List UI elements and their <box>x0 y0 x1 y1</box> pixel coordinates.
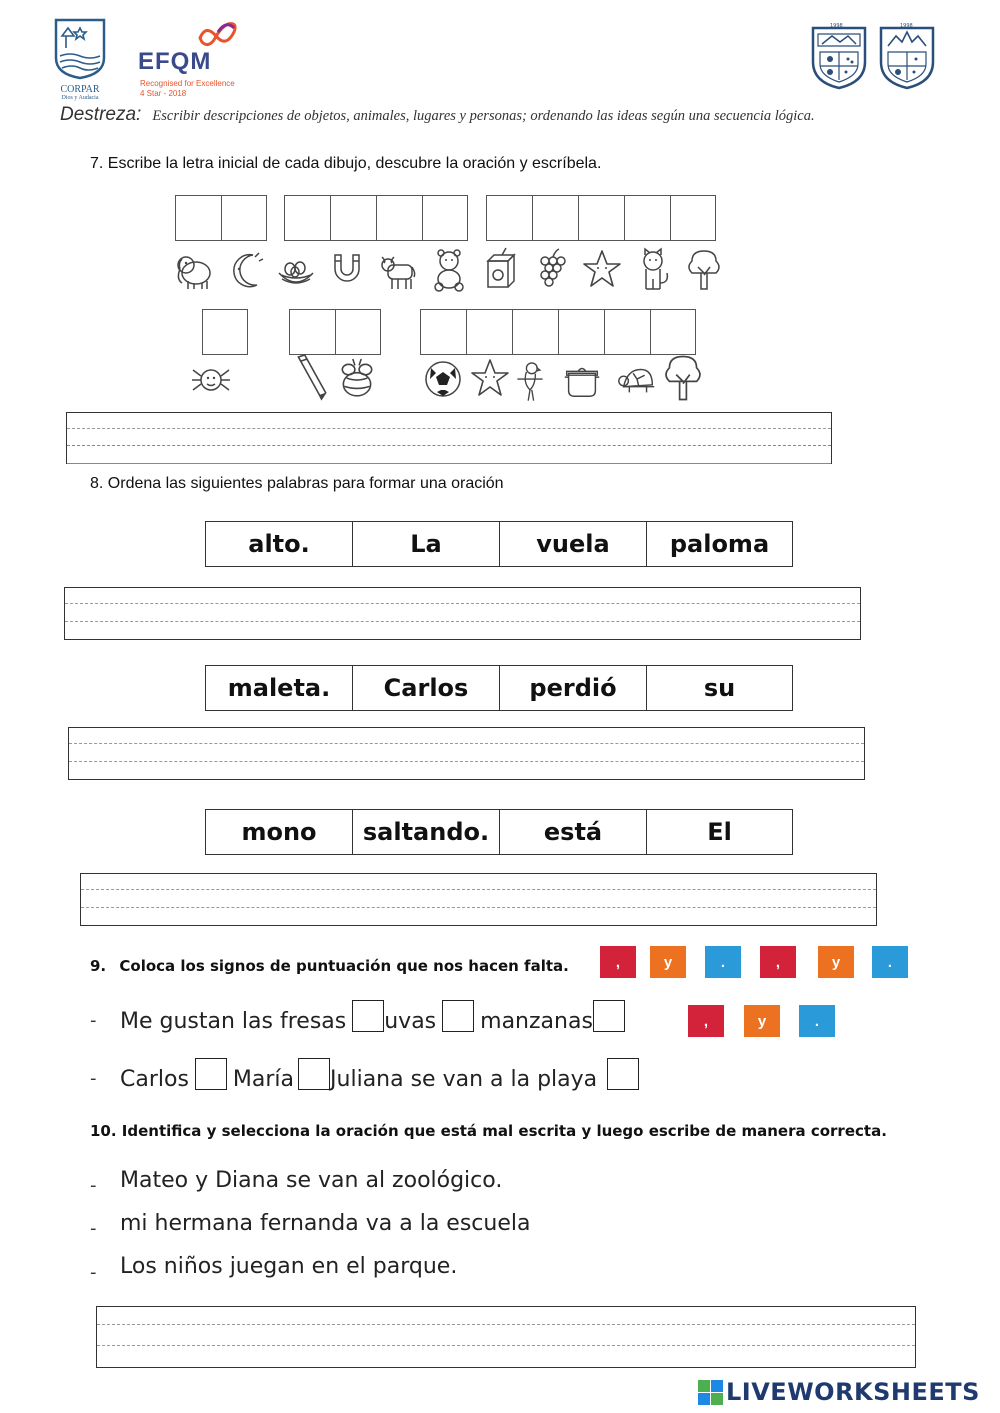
letter-box[interactable] <box>422 195 468 241</box>
word-tile: La <box>352 521 499 567</box>
letter-box[interactable] <box>376 195 422 241</box>
word-tile: paloma <box>646 521 793 567</box>
question-9-title <box>90 957 569 975</box>
dot-chip[interactable]: . <box>872 946 908 978</box>
juice-box-icon <box>480 247 520 293</box>
destreza-line <box>60 104 815 126</box>
word-tile: mono <box>205 809 352 855</box>
efqm-logo <box>138 18 248 100</box>
punctuation-blank[interactable] <box>607 1058 639 1090</box>
bullet-dash: - <box>90 1068 97 1089</box>
letter-box[interactable] <box>486 195 532 241</box>
shield-year-right: 1998 <box>900 23 913 29</box>
question-9-text: Coloca los signos de puntuación que nos hacen falta. <box>119 957 569 975</box>
school-crest-icon <box>810 22 868 90</box>
q7-answer-line[interactable] <box>66 412 832 464</box>
question-7-title: 7. Escribe la letra inicial de cada dibujo, descubre la oración y escríbela. <box>90 155 602 172</box>
efqm-infinity-icon <box>196 18 240 50</box>
corpar-logo <box>52 18 108 102</box>
letter-box[interactable] <box>624 195 670 241</box>
dot-chip[interactable]: . <box>799 1005 835 1037</box>
corpar-shield-icon <box>52 18 108 80</box>
letter-boxes-word-4 <box>202 309 248 355</box>
comma-chip[interactable]: , <box>760 946 796 978</box>
cat-icon <box>633 247 673 293</box>
word-tile: su <box>646 665 793 711</box>
school-shield-left <box>810 22 870 92</box>
q10-answer-line[interactable] <box>96 1306 916 1368</box>
comma-chip[interactable]: , <box>688 1005 724 1037</box>
efqm-line1: Recognised for Excellence <box>140 79 235 88</box>
bee-icon <box>336 354 378 404</box>
letter-box[interactable] <box>175 195 221 241</box>
horseshoe-magnet-icon <box>327 247 367 293</box>
parrot-icon <box>512 354 548 406</box>
letter-boxes-word-5 <box>289 309 381 355</box>
pot-icon <box>556 358 608 402</box>
letter-box[interactable] <box>289 309 335 355</box>
sentence-2 <box>120 1058 639 1092</box>
moon-icon <box>225 247 265 293</box>
liveworksheets-logo-icon <box>698 1380 723 1405</box>
comma-chip[interactable]: , <box>600 946 636 978</box>
nest-icon <box>276 247 316 293</box>
option-2[interactable]: mi hermana fernanda va a la escuela <box>120 1211 531 1236</box>
y-chip[interactable]: y <box>744 1005 780 1037</box>
word-tile: Carlos <box>352 665 499 711</box>
punctuation-blank[interactable] <box>298 1058 330 1090</box>
letter-box[interactable] <box>532 195 578 241</box>
grapes-icon <box>531 247 571 293</box>
pictures-row-2 <box>190 352 720 408</box>
efqm-name: EFQM <box>138 48 212 75</box>
school-shield-right <box>878 22 938 92</box>
punctuation-blank[interactable] <box>195 1058 227 1090</box>
letter-box[interactable] <box>670 195 716 241</box>
letter-box[interactable] <box>221 195 267 241</box>
efqm-line2: 4 Star - 2018 <box>140 89 187 98</box>
corpar-name: CORPAR <box>60 84 100 95</box>
q8-answer-line-3[interactable] <box>80 873 877 926</box>
sentence-2-part-2: María <box>232 1067 295 1092</box>
word-tile: El <box>646 809 793 855</box>
bullet-dash: - <box>90 1262 97 1283</box>
bear-icon <box>429 247 469 293</box>
letter-box[interactable] <box>420 309 466 355</box>
sentence-1-part-2: uvas <box>384 1009 437 1034</box>
sentence-1-part-3: manzanas <box>480 1009 593 1034</box>
letter-box[interactable] <box>466 309 512 355</box>
tree-icon <box>684 247 724 293</box>
shield-year-left: 1998 <box>830 23 843 29</box>
bull-icon <box>378 247 418 293</box>
bullet-dash: - <box>90 1010 97 1031</box>
corpar-motto: Dios y Audacia <box>61 95 99 101</box>
option-3[interactable]: Los niños juegan en el parque. <box>120 1254 458 1279</box>
q8-answer-line-2[interactable] <box>68 727 865 780</box>
word-tile: está <box>499 809 646 855</box>
pencil-icon <box>290 352 332 402</box>
letter-box[interactable] <box>330 195 376 241</box>
word-tile: maleta. <box>205 665 352 711</box>
letter-box[interactable] <box>335 309 381 355</box>
word-group-3 <box>205 809 793 855</box>
sentence-2-part-3: Juliana se van a la playa <box>330 1067 598 1092</box>
letter-box[interactable] <box>284 195 330 241</box>
question-8-title: 8. Ordena las siguientes palabras para formar una oración <box>90 475 504 492</box>
letter-box[interactable] <box>650 309 696 355</box>
question-9-number: 9. <box>90 957 107 975</box>
tree-icon <box>660 352 706 404</box>
elephant-icon <box>174 247 214 293</box>
school-crest-icon <box>878 22 936 90</box>
word-tile: vuela <box>499 521 646 567</box>
letter-box[interactable] <box>558 309 604 355</box>
word-tile: perdió <box>499 665 646 711</box>
y-chip[interactable]: y <box>650 946 686 978</box>
letter-boxes-word-1 <box>175 195 267 241</box>
liveworksheets-text: LIVEWORKSHEETS <box>726 1378 980 1406</box>
sentence-1-part-1: Me gustan las fresas <box>120 1009 347 1034</box>
destreza-text: Escribir descripciones de objetos, animales, lugares y personas; ordenando las ideas según una secuencia lógica. <box>152 108 815 124</box>
letter-box[interactable] <box>512 309 558 355</box>
letter-boxes-word-2 <box>284 195 468 241</box>
ball-icon <box>420 356 466 402</box>
bullet-dash: - <box>90 1218 97 1239</box>
destreza-label: Destreza: <box>60 104 142 125</box>
sentence-1 <box>120 1000 625 1034</box>
letter-box[interactable] <box>578 195 624 241</box>
spider-icon <box>190 356 232 402</box>
word-tile: alto. <box>205 521 352 567</box>
q8-answer-line-1[interactable] <box>64 587 861 640</box>
star-icon <box>468 356 512 402</box>
y-chip[interactable]: y <box>818 946 854 978</box>
word-tile: saltando. <box>352 809 499 855</box>
question-10-title: 10. Identifica y selecciona la oración que está mal escrita y luego escribe de manera correcta. <box>90 1122 887 1140</box>
sentence-2-part-1: Carlos <box>120 1067 189 1092</box>
option-1[interactable]: Mateo y Diana se van al zoológico. <box>120 1168 503 1193</box>
star-icon <box>582 247 622 293</box>
letter-boxes-word-3 <box>486 195 716 241</box>
word-group-1 <box>205 521 793 567</box>
word-group-2 <box>205 665 793 711</box>
pictures-row-1 <box>168 240 730 300</box>
liveworksheets-brand[interactable] <box>698 1378 980 1406</box>
punctuation-blank[interactable] <box>593 1000 625 1032</box>
dot-chip[interactable]: . <box>705 946 741 978</box>
turtle-icon <box>614 358 660 402</box>
punctuation-blank[interactable] <box>352 1000 384 1032</box>
letter-box[interactable] <box>604 309 650 355</box>
bullet-dash: - <box>90 1175 97 1196</box>
punctuation-blank[interactable] <box>442 1000 474 1032</box>
letter-boxes-word-6 <box>420 309 696 355</box>
letter-box[interactable] <box>202 309 248 355</box>
